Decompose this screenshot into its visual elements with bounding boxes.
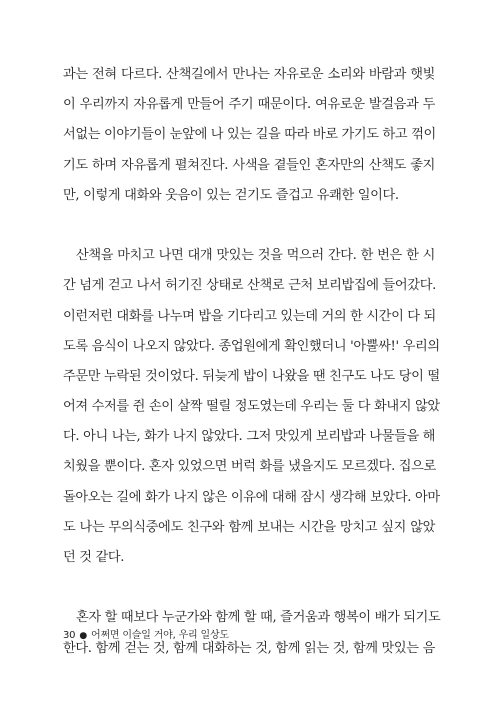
paragraph-spacer xyxy=(63,211,435,241)
text-line: 다. 아니 나는, 화가 나지 않았다. 그저 맛있게 보리밥과 나물들을 해 xyxy=(63,429,436,445)
text-line: 치웠을 뿐이다. 혼자 있었으면 버럭 화를 냈을지도 모르겠다. 집으로 xyxy=(63,459,436,475)
text-line: 주문만 누락된 것이었다. 뒤늦게 밥이 나왔을 땐 친구도 나도 당이 떨 xyxy=(63,368,440,384)
text-line: 어져 수저를 쥔 손이 살짝 떨릴 정도였는데 우리는 둘 다 화내지 않았 xyxy=(63,399,440,415)
text-line: 돌아오는 길에 화가 나지 않은 이유에 대해 잠시 생각해 보았다. 아마 xyxy=(63,489,440,505)
paragraph-1 xyxy=(63,60,435,211)
text-line: 도록 음식이 나오지 않았다. 종업원에게 확인했더니 '아뿔싸!' 우리의 xyxy=(63,338,440,354)
page-footer xyxy=(63,626,229,641)
book-title: 어쩌면 이슬일 거야, 우리 일상도 xyxy=(90,630,229,641)
text-line: 간 넘게 걷고 나서 허기진 상태로 산책로 근처 보리밥집에 들어갔다. xyxy=(63,278,436,294)
text-line: 서없는 이야기들이 눈앞에 나 있는 길을 따라 바로 가기도 하고 꺾이 xyxy=(63,127,436,143)
text-line: 과는 전혀 다르다. 산책길에서 만나는 자유로운 소리와 바람과 햇빛 xyxy=(63,67,435,82)
body-text xyxy=(63,60,441,664)
paragraph-2 xyxy=(63,241,440,573)
bullet-separator-icon: ● xyxy=(79,631,87,641)
text-line: 이 우리까지 자유롭게 만들어 주기 때문이다. 여유로운 발걸음과 두 xyxy=(63,97,435,113)
text-line: 기도 하며 자유롭게 펼쳐진다. 사색을 곁들인 혼자만의 산책도 좋지 xyxy=(63,157,435,173)
page-number: 30 xyxy=(63,630,76,641)
text-line: 산책을 마치고 나면 대개 맛있는 것을 먹으러 간다. 한 번은 한 시 xyxy=(76,248,435,264)
text-line: 던 것 같다. xyxy=(63,550,125,565)
text-line: 한다. 함께 걷는 것, 함께 대화하는 것, 함께 읽는 것, 함께 맛있는 음 xyxy=(63,640,435,656)
text-line: 이런저런 대화를 나누며 밥을 기다리고 있는데 거의 한 시간이 다 되 xyxy=(63,308,436,324)
text-line: 혼자 할 때보다 누군가와 함께 할 때, 즐거움과 행복이 배가 되기도 xyxy=(76,610,441,626)
text-line: 도 나는 무의식중에도 친구와 함께 보내는 시간을 망치고 싶지 않았 xyxy=(63,519,435,535)
text-line: 만, 이렇게 대화와 웃음이 있는 걷기도 즐겁고 유쾌한 일이다. xyxy=(63,187,399,203)
paragraph-spacer xyxy=(63,573,435,603)
